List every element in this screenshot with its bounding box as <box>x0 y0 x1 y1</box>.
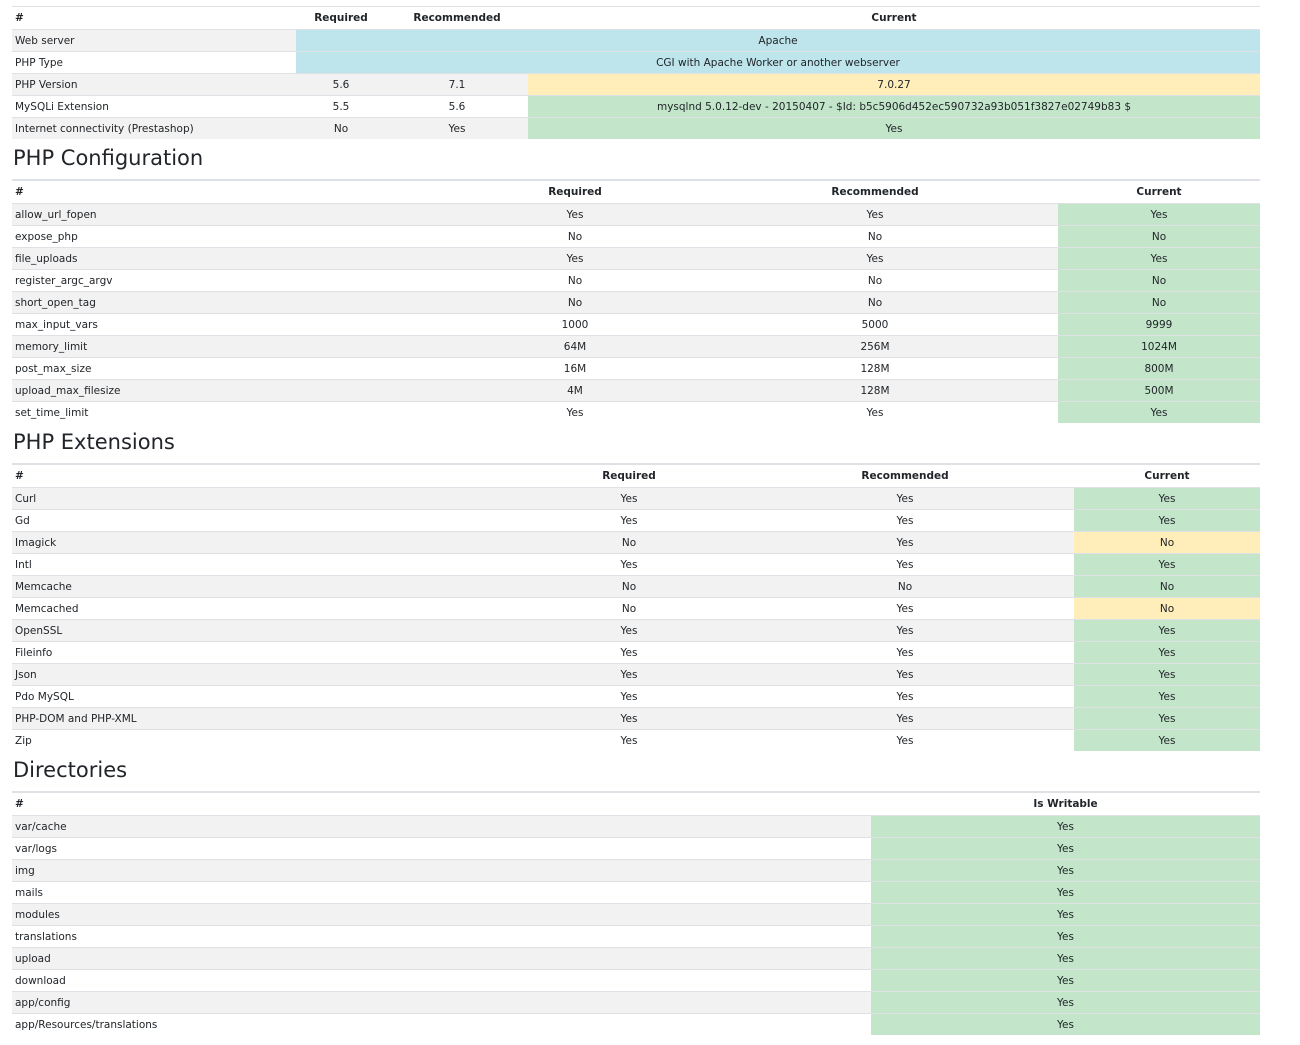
table-row <box>12 248 1260 270</box>
current-value: 9999 <box>1058 314 1260 336</box>
row-name: PHP Type <box>12 52 296 74</box>
current-value: No <box>1074 598 1260 620</box>
row-name: Memcache <box>12 576 522 598</box>
row-name: Internet connectivity (Prestashop) <box>12 118 296 140</box>
required-value: Yes <box>522 554 736 576</box>
table-row <box>12 270 1260 292</box>
required-value: Yes <box>458 204 692 226</box>
required-value: Yes <box>522 708 736 730</box>
table-row <box>12 992 1260 1014</box>
required-value: Yes <box>458 402 692 424</box>
col-header: Required <box>458 181 692 204</box>
current-value: Yes <box>1074 730 1260 752</box>
required-value: No <box>522 598 736 620</box>
is-writable-value: Yes <box>871 904 1260 926</box>
row-name: translations <box>12 926 871 948</box>
table-row <box>12 358 1260 380</box>
current-value: No <box>1074 576 1260 598</box>
required-value: 5.6 <box>296 74 386 96</box>
recommended-value: No <box>692 226 1058 248</box>
table-row <box>12 686 1260 708</box>
directories-table <box>12 792 1260 1035</box>
table-row <box>12 642 1260 664</box>
recommended-value: Yes <box>736 686 1074 708</box>
recommended-value: Yes <box>736 620 1074 642</box>
required-value: Yes <box>522 510 736 532</box>
is-writable-value: Yes <box>871 926 1260 948</box>
row-name: modules <box>12 904 871 926</box>
row-name: Curl <box>12 488 522 510</box>
required-value: Yes <box>522 686 736 708</box>
row-name: download <box>12 970 871 992</box>
col-header: Required <box>522 465 736 488</box>
required-value: Yes <box>522 620 736 642</box>
required-value: Yes <box>522 642 736 664</box>
row-name: post_max_size <box>12 358 458 380</box>
required-value: No <box>522 532 736 554</box>
current-value: 800M <box>1058 358 1260 380</box>
table-row <box>12 118 1260 140</box>
row-name: mails <box>12 882 871 904</box>
required-value: 5.5 <box>296 96 386 118</box>
server-table <box>12 6 1260 139</box>
row-name: OpenSSL <box>12 620 522 642</box>
current-value: Yes <box>1058 204 1260 226</box>
row-name: file_uploads <box>12 248 458 270</box>
recommended-value: 5000 <box>692 314 1058 336</box>
required-value: No <box>296 118 386 140</box>
required-value: 1000 <box>458 314 692 336</box>
row-name: Intl <box>12 554 522 576</box>
is-writable-value: Yes <box>871 816 1260 838</box>
recommended-value: 7.1 <box>386 74 528 96</box>
required-value: No <box>458 226 692 248</box>
recommended-value: No <box>692 270 1058 292</box>
row-name: upload <box>12 948 871 970</box>
recommended-value: No <box>692 292 1058 314</box>
is-writable-value: Yes <box>871 860 1260 882</box>
col-header: Is Writable <box>871 793 1260 816</box>
table-row <box>12 576 1260 598</box>
col-header: # <box>12 465 522 488</box>
required-value: Yes <box>458 248 692 270</box>
recommended-value: Yes <box>736 598 1074 620</box>
table-row <box>12 380 1260 402</box>
row-name: short_open_tag <box>12 292 458 314</box>
required-value: No <box>458 292 692 314</box>
col-header: Required <box>296 7 386 30</box>
recommended-value: Yes <box>736 554 1074 576</box>
table-row <box>12 96 1260 118</box>
row-name: var/logs <box>12 838 871 860</box>
row-name: app/config <box>12 992 871 1014</box>
section-title-directories: Directories <box>12 751 1260 792</box>
required-value: Yes <box>522 664 736 686</box>
current-value: mysqlnd 5.0.12-dev - 20150407 - $Id: b5c5906d452ec590732a93b051f3827e02749b83 $ <box>528 96 1260 118</box>
col-header: Recommended <box>386 7 528 30</box>
table-row <box>12 708 1260 730</box>
row-name: max_input_vars <box>12 314 458 336</box>
current-value: No <box>1058 226 1260 248</box>
row-name: Web server <box>12 30 296 52</box>
current-value: Yes <box>528 118 1260 140</box>
required-value: 16M <box>458 358 692 380</box>
row-name: Pdo MySQL <box>12 686 522 708</box>
required-value: No <box>522 576 736 598</box>
table-row <box>12 74 1260 96</box>
col-header: Current <box>1058 181 1260 204</box>
current-value: Yes <box>1074 642 1260 664</box>
table-row <box>12 816 1260 838</box>
row-name: register_argc_argv <box>12 270 458 292</box>
recommended-value: Yes <box>736 730 1074 752</box>
recommended-value: Yes <box>736 510 1074 532</box>
table-row <box>12 948 1260 970</box>
recommended-value: Yes <box>736 664 1074 686</box>
recommended-value: No <box>736 576 1074 598</box>
table-row <box>12 554 1260 576</box>
current-value: 500M <box>1058 380 1260 402</box>
table-row <box>12 664 1260 686</box>
col-header: # <box>12 181 458 204</box>
table-row <box>12 598 1260 620</box>
current-value: Yes <box>1074 664 1260 686</box>
row-name: Memcached <box>12 598 522 620</box>
is-writable-value: Yes <box>871 970 1260 992</box>
table-row <box>12 30 1260 52</box>
row-name: Imagick <box>12 532 522 554</box>
row-name: upload_max_filesize <box>12 380 458 402</box>
recommended-value: 256M <box>692 336 1058 358</box>
is-writable-value: Yes <box>871 1014 1260 1036</box>
recommended-value: 128M <box>692 380 1058 402</box>
table-row <box>12 336 1260 358</box>
recommended-value: Yes <box>386 118 528 140</box>
current-value: Yes <box>1074 708 1260 730</box>
row-name: allow_url_fopen <box>12 204 458 226</box>
table-row <box>12 838 1260 860</box>
section-title-php-extensions: PHP Extensions <box>12 423 1260 464</box>
row-name: Json <box>12 664 522 686</box>
recommended-value: Yes <box>736 642 1074 664</box>
is-writable-value: Yes <box>871 992 1260 1014</box>
col-header: Recommended <box>736 465 1074 488</box>
table-row <box>12 402 1260 424</box>
current-value: CGI with Apache Worker or another webserver <box>296 52 1260 74</box>
current-value: Apache <box>296 30 1260 52</box>
required-value: 64M <box>458 336 692 358</box>
row-name: var/cache <box>12 816 871 838</box>
table-row <box>12 510 1260 532</box>
recommended-value: Yes <box>692 248 1058 270</box>
requirements-page <box>12 6 1260 1035</box>
current-value: Yes <box>1074 488 1260 510</box>
table-row <box>12 292 1260 314</box>
recommended-value: Yes <box>736 488 1074 510</box>
col-header: Current <box>528 7 1260 30</box>
current-value: Yes <box>1058 248 1260 270</box>
table-row <box>12 904 1260 926</box>
table-row <box>12 970 1260 992</box>
is-writable-value: Yes <box>871 948 1260 970</box>
row-name: set_time_limit <box>12 402 458 424</box>
table-row <box>12 1014 1260 1036</box>
required-value: 4M <box>458 380 692 402</box>
col-header: # <box>12 7 296 30</box>
row-name: memory_limit <box>12 336 458 358</box>
table-row <box>12 52 1260 74</box>
table-row <box>12 620 1260 642</box>
extensions-table <box>12 464 1260 751</box>
table-row <box>12 882 1260 904</box>
current-value: Yes <box>1074 620 1260 642</box>
row-name: img <box>12 860 871 882</box>
row-name: MySQLi Extension <box>12 96 296 118</box>
current-value: Yes <box>1074 554 1260 576</box>
current-value: No <box>1058 270 1260 292</box>
table-row <box>12 532 1260 554</box>
table-row <box>12 926 1260 948</box>
current-value: No <box>1058 292 1260 314</box>
recommended-value: 5.6 <box>386 96 528 118</box>
row-name: expose_php <box>12 226 458 248</box>
required-value: Yes <box>522 488 736 510</box>
row-name: Gd <box>12 510 522 532</box>
row-name: PHP Version <box>12 74 296 96</box>
col-header: Recommended <box>692 181 1058 204</box>
current-value: No <box>1074 532 1260 554</box>
config-table <box>12 180 1260 423</box>
section-title-php-configuration: PHP Configuration <box>12 139 1260 180</box>
is-writable-value: Yes <box>871 882 1260 904</box>
col-header: Current <box>1074 465 1260 488</box>
current-value: Yes <box>1074 510 1260 532</box>
recommended-value: Yes <box>736 532 1074 554</box>
table-row <box>12 314 1260 336</box>
current-value: 7.0.27 <box>528 74 1260 96</box>
current-value: Yes <box>1074 686 1260 708</box>
table-row <box>12 488 1260 510</box>
recommended-value: Yes <box>692 204 1058 226</box>
table-row <box>12 730 1260 752</box>
table-row <box>12 204 1260 226</box>
current-value: 1024M <box>1058 336 1260 358</box>
row-name: Zip <box>12 730 522 752</box>
col-header: # <box>12 793 871 816</box>
is-writable-value: Yes <box>871 838 1260 860</box>
recommended-value: Yes <box>692 402 1058 424</box>
table-row <box>12 860 1260 882</box>
row-name: PHP-DOM and PHP-XML <box>12 708 522 730</box>
row-name: app/Resources/translations <box>12 1014 871 1036</box>
required-value: No <box>458 270 692 292</box>
recommended-value: Yes <box>736 708 1074 730</box>
row-name: Fileinfo <box>12 642 522 664</box>
table-row <box>12 226 1260 248</box>
required-value: Yes <box>522 730 736 752</box>
recommended-value: 128M <box>692 358 1058 380</box>
current-value: Yes <box>1058 402 1260 424</box>
